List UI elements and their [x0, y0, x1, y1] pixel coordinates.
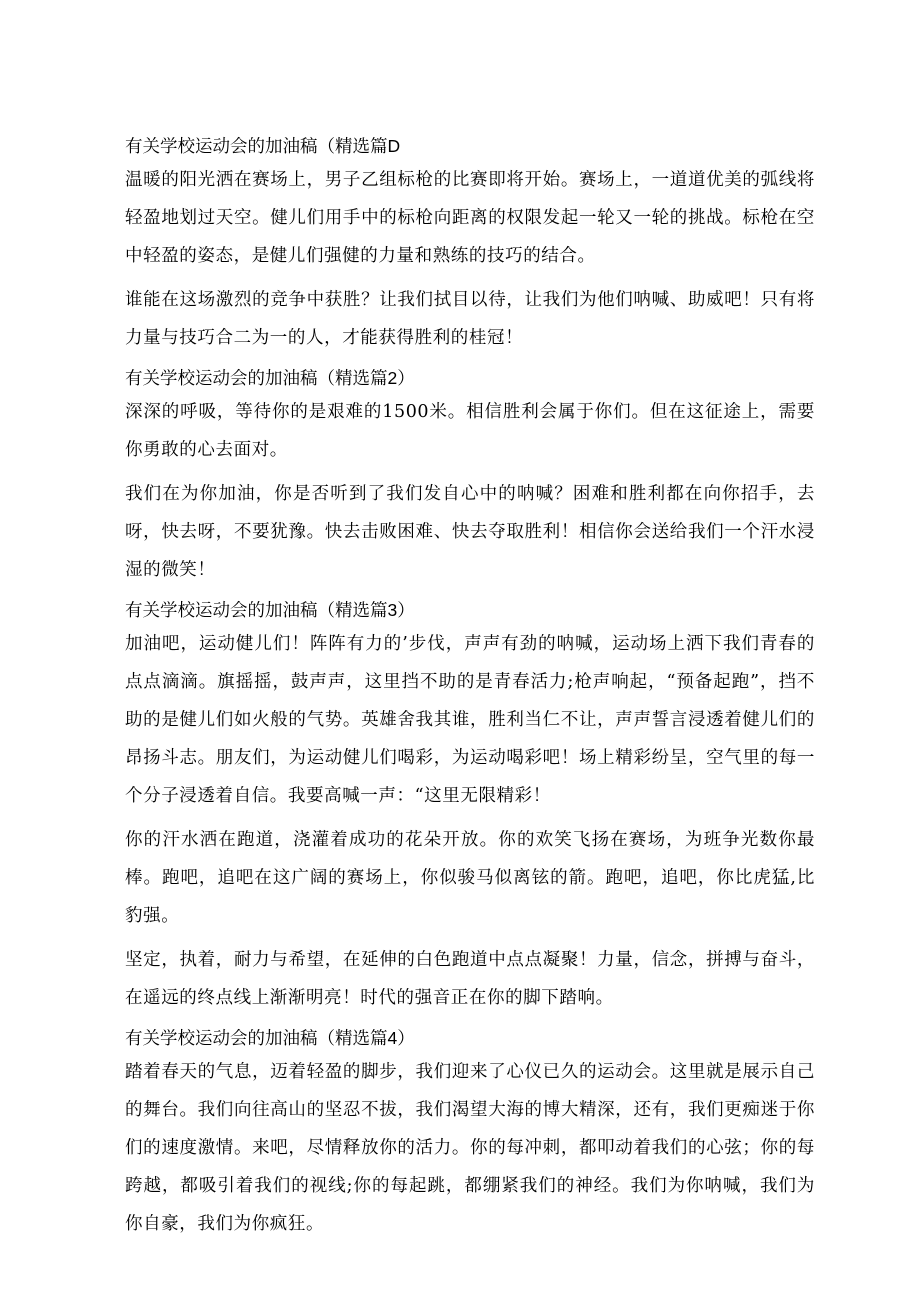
paragraph: 坚定，执着，耐力与希望，在延伸的白色跑道中点点凝聚！力量，信念，拼搏与奋斗，在遥远的终点线上渐渐明亮！时代的强音正在你的脚下踏响。 [125, 950, 815, 1008]
section-title: 有关学校运动会的加油稿（精选篇3） [125, 600, 415, 620]
section-3 [125, 595, 815, 1017]
paragraph: 踏着春天的气息，迈着轻盈的脚步，我们迎来了心仪已久的运动会。这里就是展示自己的舞台。我们向往高山的坚忍不拔，我们渴望大海的博大精深，还有，我们更痴迷于你们的速度激情。来吧，尽情释放你的活力。你的每冲刺，都叩动着我们的心弦；你的每跨越，都吸引着我们的视线;你的每起跳，都绷紧我们的神经。我们为你呐喊，我们为你自豪，我们为你疯狂。 [125, 1062, 815, 1234]
paragraph: 深深的呼吸，等待你的是艰难的1500米。相信胜利会属于你们。但在这征途上，需要你勇敢的心去面对。 [125, 402, 815, 460]
paragraph: 我们在为你加油，你是否听到了我们发自心中的呐喊？困难和胜利都在向你招手，去呀，快去呀，不要犹豫。快去击败困难、快去夺取胜利！相信你会送给我们一个汗水浸湿的微笑！ [125, 484, 815, 580]
paragraph: 谁能在这场激烈的竞争中获胜？让我们拭目以待，让我们为他们呐喊、助威吧！只有将力量与技巧合二为一的人，才能获得胜利的桂冠！ [125, 290, 815, 348]
section-title: 有关学校运动会的加油稿（精选篇4） [125, 1028, 415, 1048]
paragraph: 加油吧，运动健儿们！阵阵有力的’步伐，声声有劲的呐喊，运动场上洒下我们青春的点点滴滴。旗摇摇，鼓声声，这里挡不助的是青春活力;枪声响起，“预备起跑”，挡不助的是健儿们如火般的气势。英雄舍我其谁，胜利当仁不让，声声誓言浸透着健儿们的昂扬斗志。朋友们，为运动健儿们喝彩，为运动喝彩吧！场上精彩纷呈，空气里的每一个分子浸透着自信。我要高喊一声：“这里无限精彩！ [125, 634, 815, 806]
section-1 [125, 131, 815, 357]
section-2 [125, 363, 815, 589]
section-title: 有关学校运动会的加油稿（精选篇D [125, 136, 401, 156]
document-content [125, 131, 815, 1249]
section-4 [125, 1023, 815, 1243]
paragraph: 温暖的阳光洒在赛场上，男子乙组标枪的比赛即将开始。赛场上，一道道优美的弧线将轻盈地划过天空。健儿们用手中的标枪向距离的权限发起一轮又一轮的挑战。标枪在空中轻盈的姿态，是健儿们强健的力量和熟练的技巧的结合。 [125, 170, 815, 266]
paragraph: 你的汗水洒在跑道，浇灌着成功的花朵开放。你的欢笑飞扬在赛场，为班争光数你最棒。跑吧，追吧在这广阔的赛场上，你似骏马似离铉的箭。跑吧，追吧，你比虎猛,比豹强。 [125, 830, 815, 926]
section-title: 有关学校运动会的加油稿（精选篇2） [125, 368, 415, 388]
